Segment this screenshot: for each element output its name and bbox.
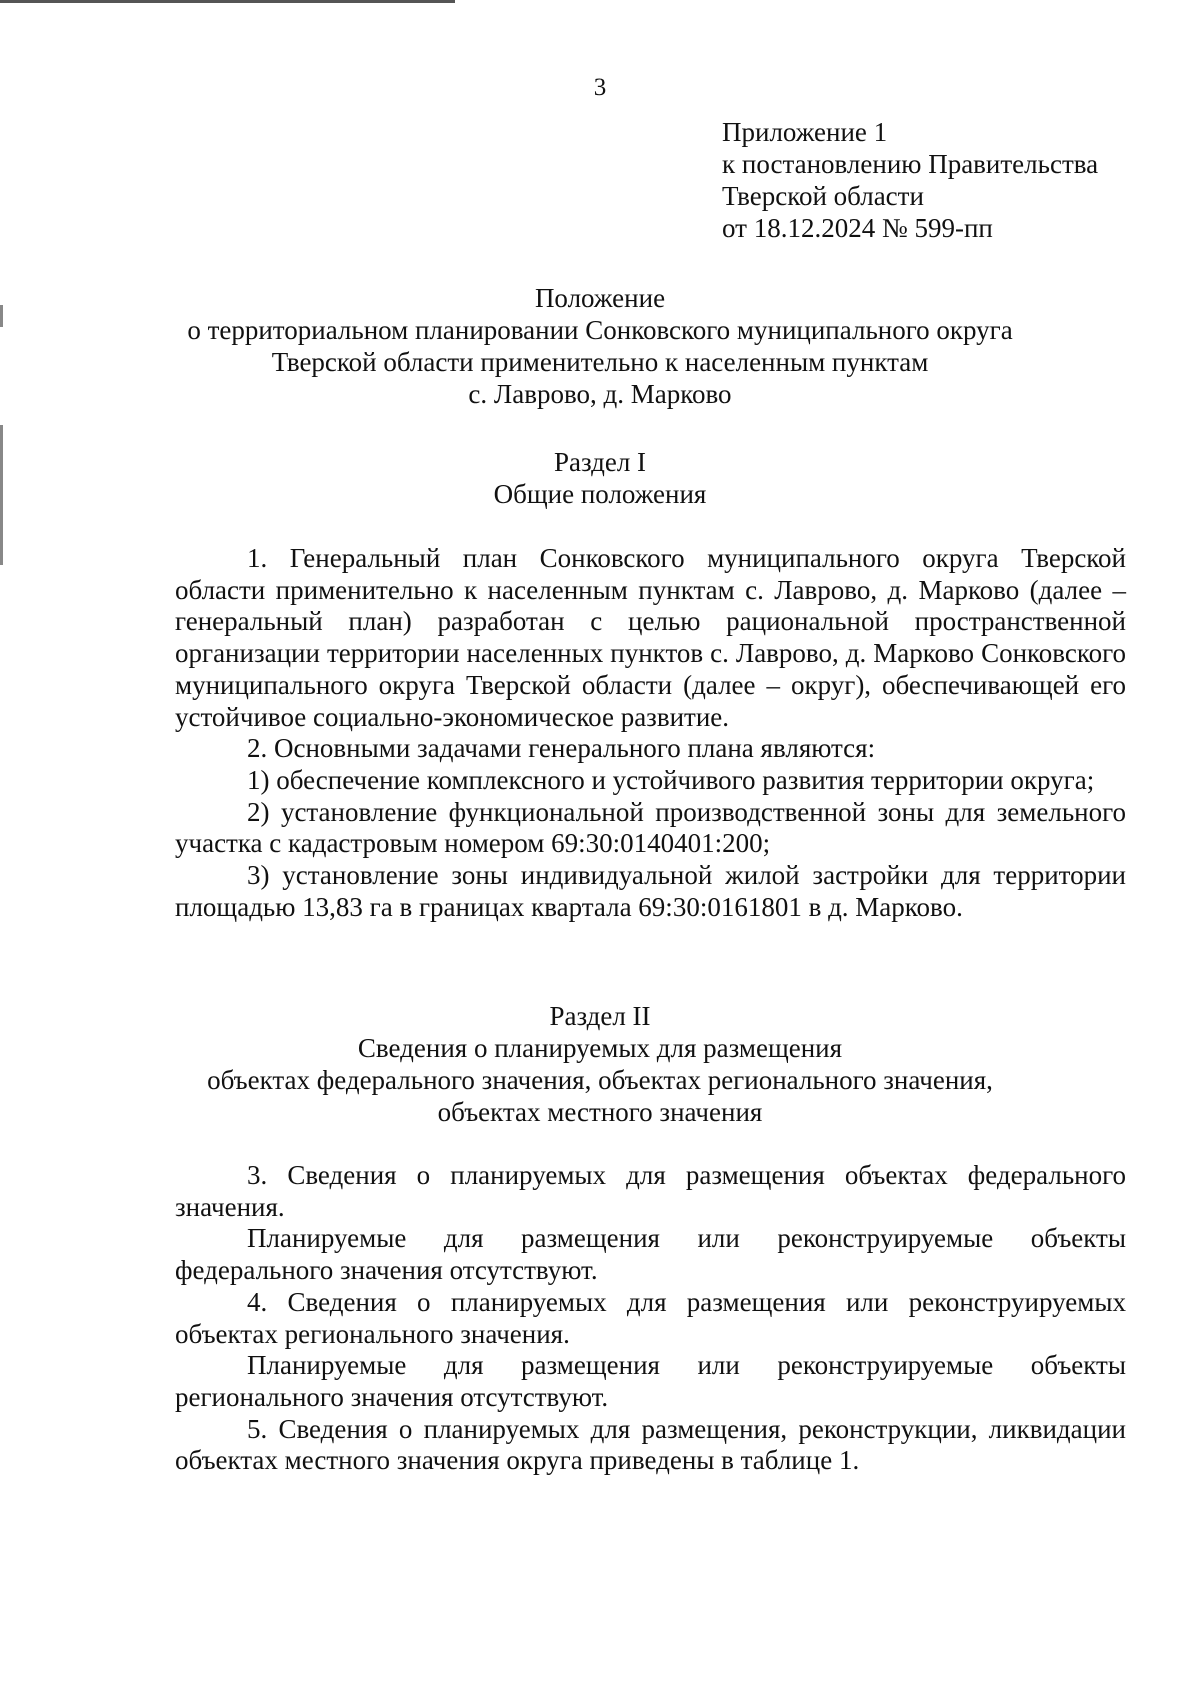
appendix-line: Приложение 1 [722, 117, 888, 147]
document-title [150, 282, 1050, 410]
list-item: 3) установление зоны индивидуальной жилой застройки для территории площадью 13,83 га в границах квартала 69:30:0161801 в д. Марково. [175, 860, 1126, 922]
appendix-line: к постановлению Правительства [722, 149, 1099, 179]
section-name: Сведения о планируемых для размещения [357, 1033, 843, 1063]
paragraph: 5. Сведения о планируемых для размещения, реконструкции, ликвидации объектах местного значения округа приведены в таблице 1. [175, 1413, 1126, 1476]
section-number: Раздел I [553, 447, 647, 477]
page-number: 3 [593, 74, 607, 101]
paragraph: 4. Сведения о планируемых для размещения или реконструируемых объектах регионального значения. [175, 1286, 1126, 1349]
section-name: объектах федерального значения, объектах регионального значения, [207, 1065, 993, 1095]
paragraph: 1. Генеральный план Сонковского муниципального округа Тверской области применительно к населенным пунктам с. Лаврово, д. Марково (далее – генеральный план) разработан с целью рациональной пространственной организации территории населенных пунктов с. Лаврово, д. Марково Сонковского муниципального округа Тверской области (далее – округ), обеспечивающей его устойчивое социально-экономическое развитие. [175, 543, 1126, 732]
paragraph: 3. Сведения о планируемых для размещения объектах федерального значения. [175, 1160, 1126, 1222]
section-1-body [175, 543, 1126, 923]
section-1-heading [150, 446, 1050, 510]
scan-edge-mark [0, 305, 3, 327]
section-name: объектах местного значения [437, 1097, 763, 1127]
appendix-line: Тверской области [722, 181, 924, 211]
scan-edge-mark [0, 425, 3, 565]
list-item: 1) обеспечение комплексного и устойчивого развития территории округа; [247, 764, 1095, 795]
appendix-line: от 18.12.2024 № 599-пп [722, 213, 993, 243]
title-line: Положение [534, 283, 666, 313]
section-2-body [175, 1160, 1126, 1477]
paragraph: Планируемые для размещения или реконструируемые объекты регионального значения отсутствуют. [175, 1350, 1126, 1412]
section-name: Общие положения [493, 479, 707, 509]
paragraph: 2. Основными задачами генерального плана являются: [247, 733, 876, 764]
scan-top-rule [0, 0, 455, 3]
paragraph: Планируемые для размещения или реконструируемые объекты федерального значения отсутствуют. [175, 1223, 1126, 1286]
title-line: о территориальном планировании Сонковского муниципального округа [187, 315, 1013, 345]
appendix-header [722, 116, 1098, 244]
title-line: Тверской области применительно к населенным пунктам [271, 347, 929, 377]
section-2-heading [150, 1000, 1050, 1128]
title-line: с. Лаврово, д. Марково [468, 379, 732, 409]
list-item: 2) установление функциональной производственной зоны для земельного участка с кадастровым номером 69:30:0140401:200; [175, 796, 1126, 859]
section-number: Раздел II [549, 1001, 651, 1031]
